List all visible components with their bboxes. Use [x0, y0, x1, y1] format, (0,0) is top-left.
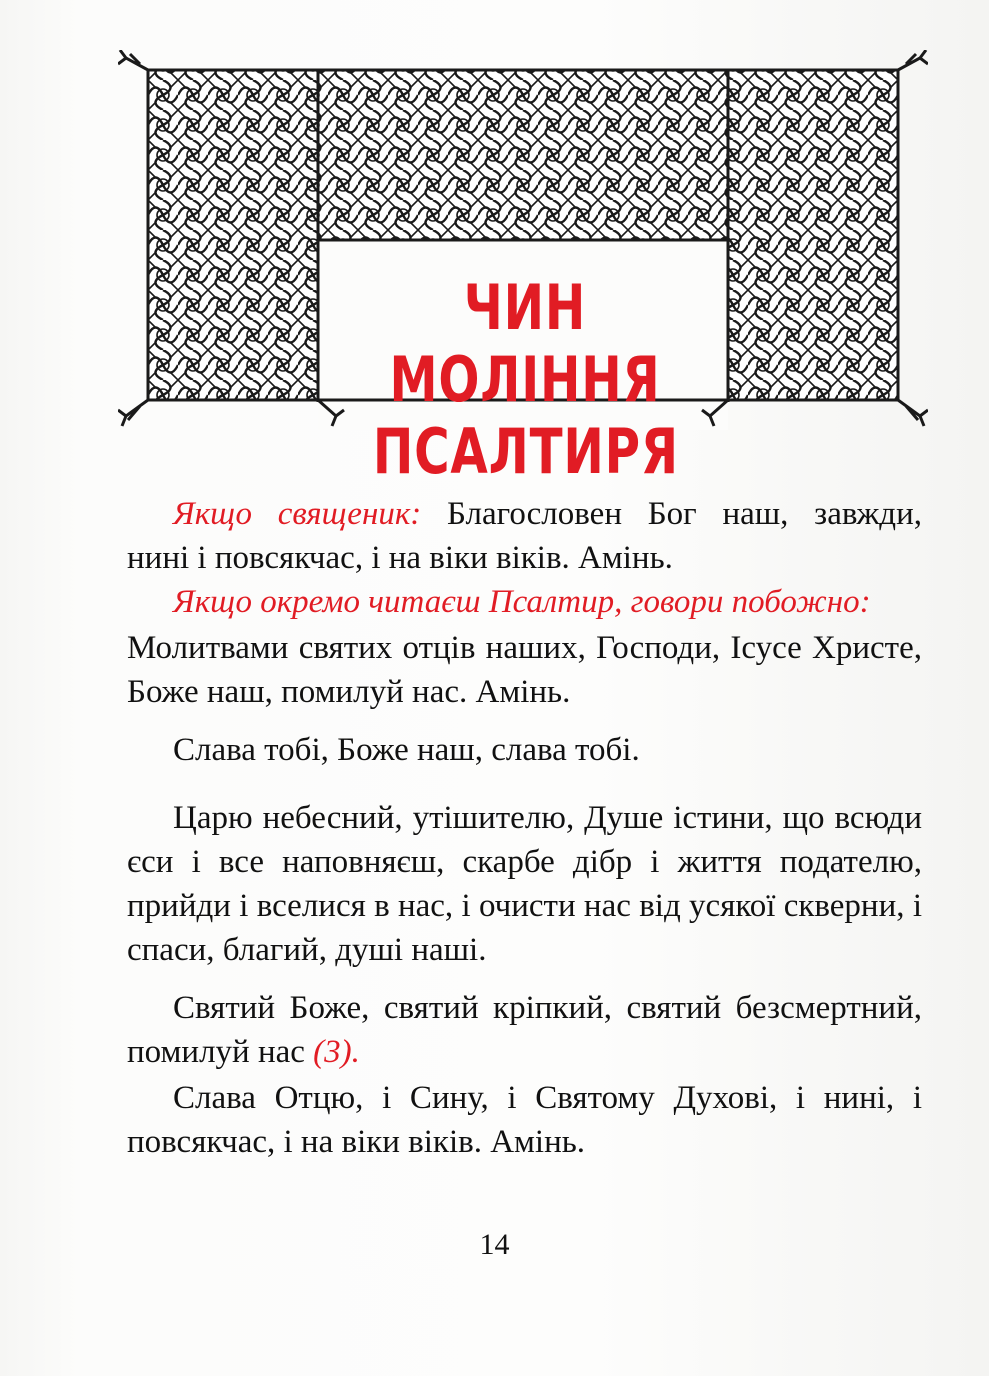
prayer-paragraph-1: Молитвами святих отців наших, Господи, Ісусе Христе, Боже наш, помилуй нас. Амінь. [127, 630, 922, 710]
prayer-paragraph-2: Слава тобі, Боже наш, слава тобі. [173, 732, 640, 768]
blessing-text-a: Благословен Бог наш, завжди, [447, 496, 922, 532]
blessing-text-b: нині і повсякчас, і на віки віків. Амінь. [127, 540, 673, 576]
chapter-title [373, 272, 677, 488]
trisagion-text: Святий Боже, святий кріпкий, святий безсмертний, помилуй нас [127, 990, 922, 1070]
priest-blessing [127, 492, 922, 580]
chapter-title-line-1: ЧИН МОЛІННЯ [389, 271, 661, 416]
rubric-priest: Якщо священик: [173, 496, 422, 532]
page-number: 14 [479, 1228, 510, 1261]
prayer-paragraph-5: Слава Отцю, і Сину, і Святому Духові, і нині, і повсякчас, і на віки віків. Амінь. [127, 1080, 922, 1160]
prayer-paragraph-3: Царю небесний, утішителю, Душе істини, що всюди єси і все наповняєш, скарбе дібр і життя подателю, прийди і вселися в нас, і очисти нас від усякої скверни, і спаси, благий, душі наші. [127, 800, 922, 968]
rubric-private-reading: Якщо окремо читаєш Псалтир, говори побожно: [173, 584, 871, 620]
rubric-repeat-count: (3). [313, 1034, 360, 1070]
prayer-paragraph-4 [127, 986, 922, 1074]
chapter-title-line-2: ПСАЛТИРЯ [372, 415, 679, 488]
